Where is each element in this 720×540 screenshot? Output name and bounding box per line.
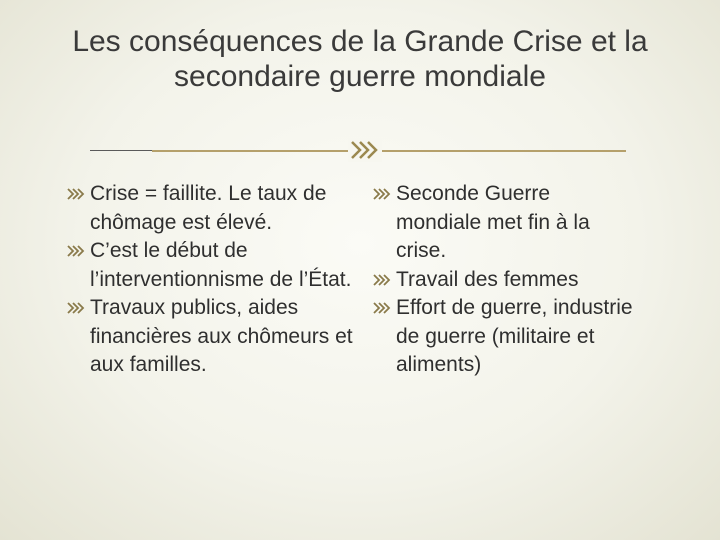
- list-item: [370, 180, 635, 266]
- triple-chevron-bullet-icon: [66, 244, 86, 258]
- list-item: [370, 266, 635, 295]
- triple-chevron-bullet-icon: [372, 273, 392, 287]
- right-column: [370, 180, 635, 380]
- right-bullet-list: [370, 180, 635, 380]
- triple-chevron-bullet-icon: [372, 187, 392, 201]
- triple-chevron-bullet-icon: [66, 301, 86, 315]
- title-rule-left: [90, 150, 152, 151]
- title-rule: [152, 150, 626, 152]
- list-item-text: Seconde Guerre mondiale met fin à la crise.: [396, 182, 590, 262]
- list-item: [64, 294, 354, 380]
- list-item: [64, 180, 354, 237]
- triple-chevron-bullet-icon: [372, 301, 392, 315]
- list-item-text: C’est le début de l’interventionnisme de l’État.: [90, 239, 352, 291]
- triple-chevron-ornament-icon: [348, 138, 382, 162]
- left-column: [64, 180, 354, 380]
- list-item: [64, 237, 354, 294]
- left-bullet-list: [64, 180, 354, 380]
- list-item-text: Effort de guerre, industrie de guerre (militaire et aliments): [396, 296, 633, 376]
- list-item-text: Travaux publics, aides financières aux chômeurs et aux familles.: [90, 296, 353, 376]
- slide-title: Les conséquences de la Grande Crise et la secondaire guerre mondiale: [72, 25, 648, 93]
- list-item-text: Crise = faillite. Le taux de chômage est élevé.: [90, 182, 327, 234]
- list-item: [370, 294, 635, 380]
- list-item-text: Travail des femmes: [396, 267, 579, 291]
- triple-chevron-bullet-icon: [66, 187, 86, 201]
